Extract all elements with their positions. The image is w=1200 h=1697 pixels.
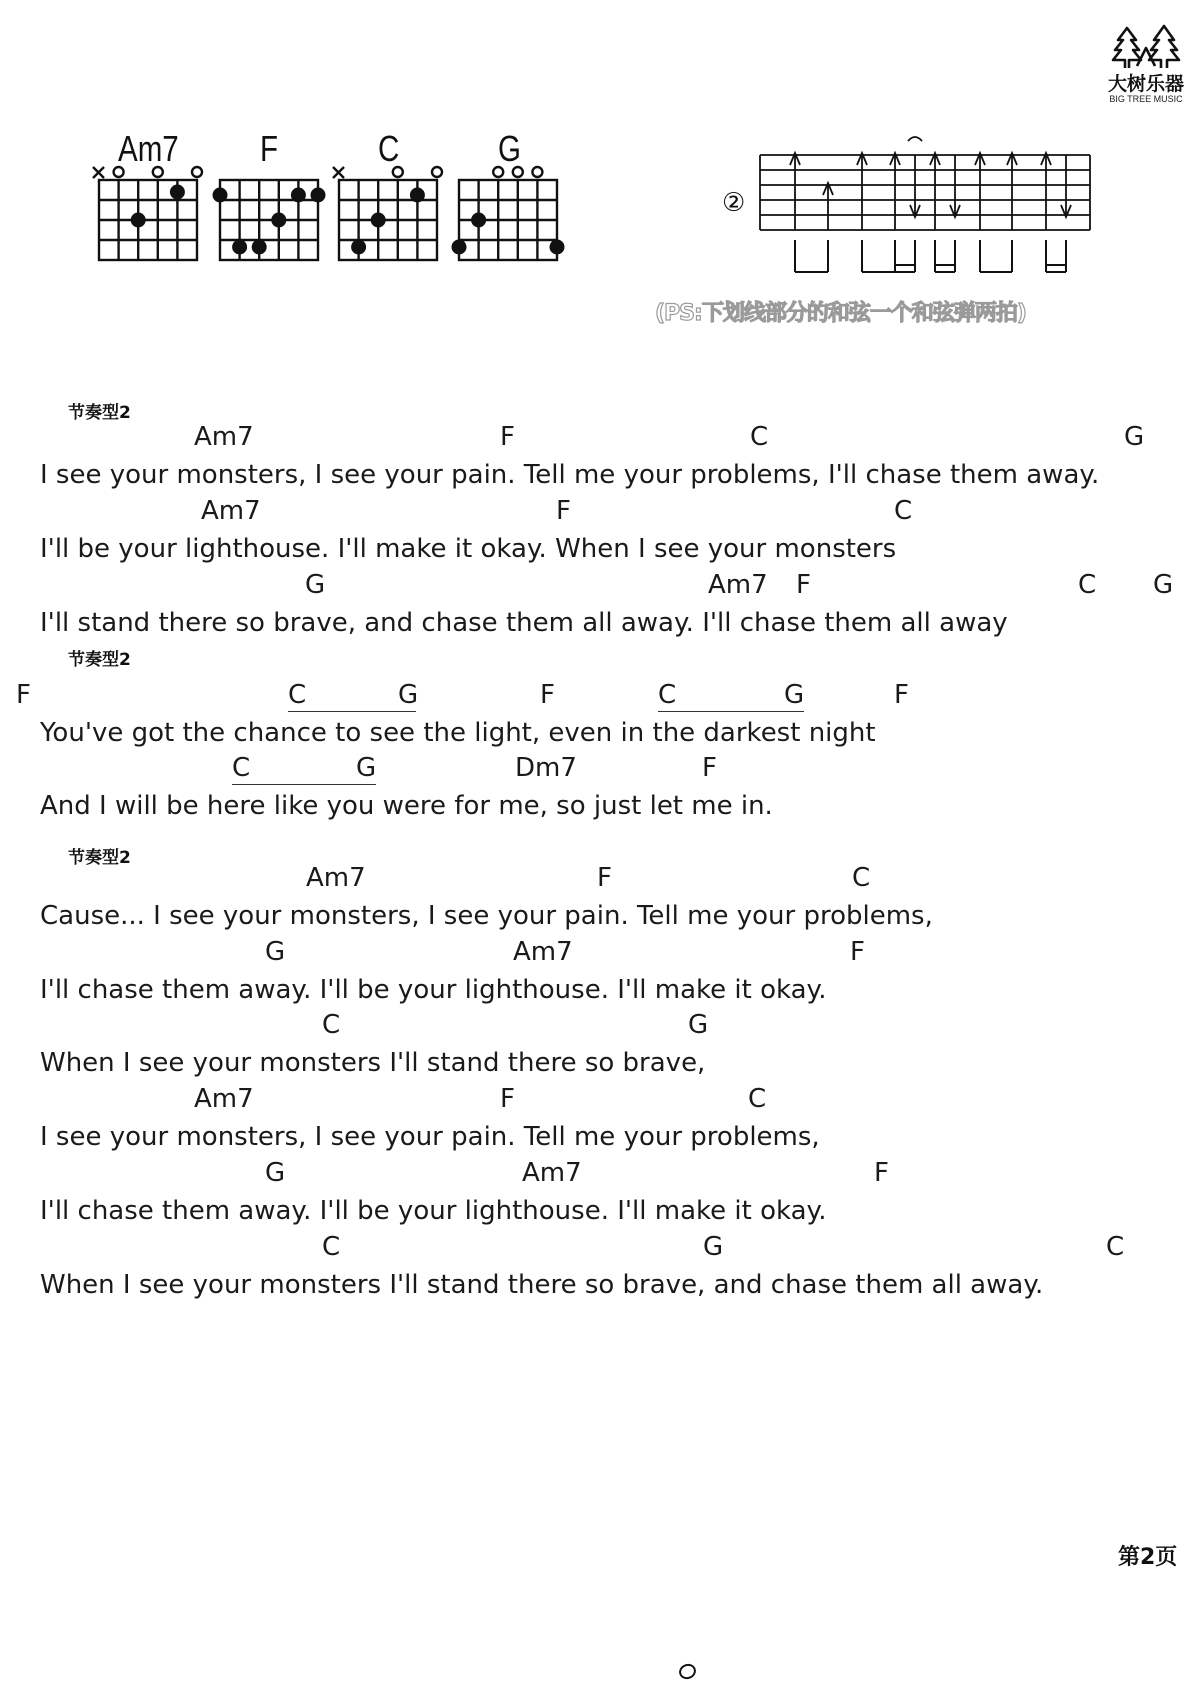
lyric-line: I see your monsters, I see your pain. Tell me your problems,: [40, 1122, 820, 1152]
chord: C: [1106, 1232, 1125, 1262]
chord: F: [556, 496, 571, 526]
chord: G: [305, 570, 326, 600]
chord: G: [1153, 570, 1174, 600]
logo-subtitle: BIG TREE MUSIC: [1109, 94, 1183, 104]
chord: G: [1124, 422, 1145, 452]
chord: Am7: [201, 496, 261, 526]
chord: G: [688, 1010, 709, 1040]
lyric-line: I'll be your lighthouse. I'll make it okay. When I see your monsters: [40, 534, 897, 564]
chord: F: [540, 680, 555, 710]
chord: F: [702, 753, 717, 783]
chord: C: [1078, 570, 1097, 600]
ps-note: (PS:下划线部分的和弦一个和弦弹两拍): [655, 301, 1026, 326]
lyric-line: When I see your monsters I'll stand there so brave,: [40, 1048, 706, 1078]
chord-name-f: F: [260, 128, 279, 169]
rhythm-label: 节奏型2: [68, 403, 131, 423]
brand-logo: [1098, 18, 1194, 104]
chord-diagrams: [0, 0, 600, 270]
chord: F: [850, 937, 865, 967]
chord-name-am7: Am7: [118, 128, 179, 169]
chord: C: [750, 422, 769, 452]
chord: C: [748, 1084, 767, 1114]
chord: G: [356, 753, 377, 783]
chord: C: [232, 753, 251, 783]
chord: G: [265, 937, 286, 967]
chord: Am7: [194, 1084, 254, 1114]
lyric-line: And I will be here like you were for me, so just let me in.: [40, 791, 773, 821]
lyric-line: I'll stand there so brave, and chase them all away. I'll chase them all away: [40, 608, 1008, 638]
chord: G: [398, 680, 419, 710]
page-number: 第2页: [1118, 1545, 1178, 1570]
chord: F: [597, 863, 612, 893]
chord-diagram-c: [333, 167, 442, 260]
lyric-line: I see your monsters, I see your pain. Tell me your problems, I'll chase them away.: [40, 460, 1100, 490]
chord: Am7: [522, 1158, 582, 1188]
chord-diagram-am7: [93, 167, 202, 260]
two-beat-underline: [288, 711, 416, 712]
chord-diagram-g: [459, 167, 557, 260]
strum-pattern-diagram: [750, 135, 1100, 280]
page-mark: [677, 1662, 698, 1682]
lyric-line: I'll chase them away. I'll be your lighthouse. I'll make it okay.: [40, 1196, 827, 1226]
chord: F: [500, 1084, 515, 1114]
chord: C: [322, 1010, 341, 1040]
chord: C: [852, 863, 871, 893]
two-beat-underline: [658, 711, 804, 712]
chord: Am7: [194, 422, 254, 452]
chord: C: [322, 1232, 341, 1262]
chord: F: [796, 570, 811, 600]
chord: Dm7: [515, 753, 577, 783]
chord-name-c: C: [378, 128, 400, 169]
chord: C: [894, 496, 913, 526]
chord: G: [265, 1158, 286, 1188]
chord: F: [894, 680, 909, 710]
strum-pattern-number: ②: [722, 188, 746, 218]
chord: F: [16, 680, 31, 710]
chord-name-g: G: [498, 128, 521, 169]
rhythm-label: 节奏型2: [68, 650, 131, 670]
chord: F: [500, 422, 515, 452]
two-beat-underline: [232, 784, 376, 785]
chord: G: [784, 680, 805, 710]
lyric-line: When I see your monsters I'll stand there so brave, and chase them all away.: [40, 1270, 1044, 1300]
lyric-line: Cause... I see your monsters, I see your pain. Tell me your problems,: [40, 901, 933, 931]
chord: C: [288, 680, 307, 710]
chord: G: [703, 1232, 724, 1262]
chord: F: [874, 1158, 889, 1188]
tree-logo-icon: [1107, 18, 1185, 70]
lyric-line: I'll chase them away. I'll be your lighthouse. I'll make it okay.: [40, 975, 827, 1005]
chord: Am7: [513, 937, 573, 967]
rhythm-label: 节奏型2: [68, 848, 131, 868]
lyric-line: You've got the chance to see the light, even in the darkest night: [40, 718, 876, 748]
chord: Am7: [708, 570, 768, 600]
chord: C: [658, 680, 677, 710]
logo-name: 大树乐器: [1107, 73, 1184, 95]
chord: Am7: [306, 863, 366, 893]
